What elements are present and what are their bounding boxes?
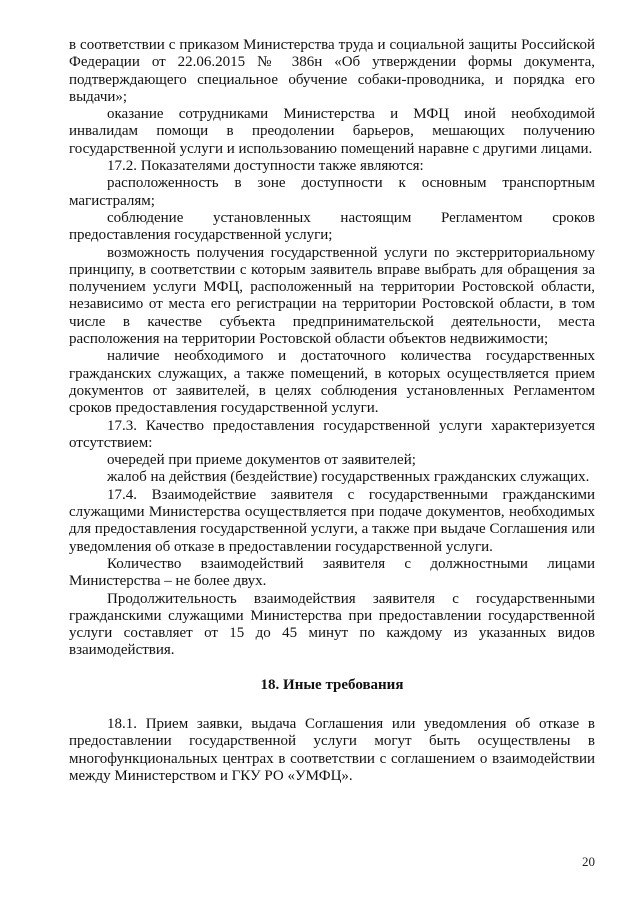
paragraph: наличие необходимого и достаточного количества государственных гражданских служащих, а также помещений, в которых осуществляется прием документов от заявителей, в целях соблюдения установленных Регламентом сроков предоставления государственной услуги. [69, 348, 595, 417]
paragraph: Количество взаимодействий заявителя с должностными лицами Министерства – не более двух. [69, 555, 595, 590]
paragraph: жалоб на действия (бездействие) государственных гражданских служащих. [107, 469, 590, 486]
paragraph: возможность получения государственной услуги по экстерриториальному принципу, в соответствии с которым заявитель вправе выбрать для обращения за получением услуги МФЦ, расположенный на территории Ростовской области, независимо от места его регистрации на территории Ростовской области, в том числе в качестве субъекта предпринимательской деятельности, места расположения на территории Ростовской области объектов недвижимости; [69, 244, 595, 348]
paragraph: соблюдение установленных настоящим Регламентом сроков предоставления государственной услуги; [69, 209, 595, 244]
document-body [69, 37, 595, 785]
paragraph: 17.4. Взаимодействие заявителя с государственными гражданскими служащими Министерства осуществляется при подаче документов, необходимых для предоставления государственной услуги, а также при выдаче Соглашения или уведомления об отказе в предоставлении государственной услуги. [69, 486, 595, 555]
section-heading: 18. Иные требования [260, 676, 404, 693]
page-number: 20 [582, 854, 595, 869]
paragraph: 17.2. Показателями доступности также являются: [107, 158, 424, 175]
paragraph: очередей при приеме документов от заявителей; [107, 452, 416, 469]
paragraph: 17.3. Качество предоставления государственной услуги характеризуется отсутствием: [69, 417, 595, 451]
paragraph: 18.1. Прием заявки, выдача Соглашения или уведомления об отказе в предоставлении государственной услуги могут быть осуществлены в многофункциональных центрах в соответствии с соглашением о взаимодействии между Министерством и ГКУ РО «УМФЦ». [69, 715, 595, 784]
paragraph: оказание сотрудниками Министерства и МФЦ иной необходимой инвалидам помощи в преодолении барьеров, мешающих получению государственной услуги и использованию помещений наравне с другими лицами. [69, 106, 595, 157]
paragraphs-before-heading [69, 37, 595, 660]
paragraph: в соответствии с приказом Министерства труда и социальной защиты Российской Федерации от 22.06.2015 № 386н «Об утверждении формы документа, подтверждающего специальное обучение собаки-проводника, и порядка его выдачи»; [69, 37, 595, 105]
paragraph: Продолжительность взаимодействия заявителя с государственными гражданскими служащими Министерства при предоставлении государственной услуги составляет от 15 до 45 минут по каждому из указанных видов взаимодействия. [69, 590, 595, 659]
paragraph: расположенность в зоне доступности к основным транспортным магистралям; [69, 175, 595, 209]
paragraphs-after-heading [69, 716, 595, 785]
